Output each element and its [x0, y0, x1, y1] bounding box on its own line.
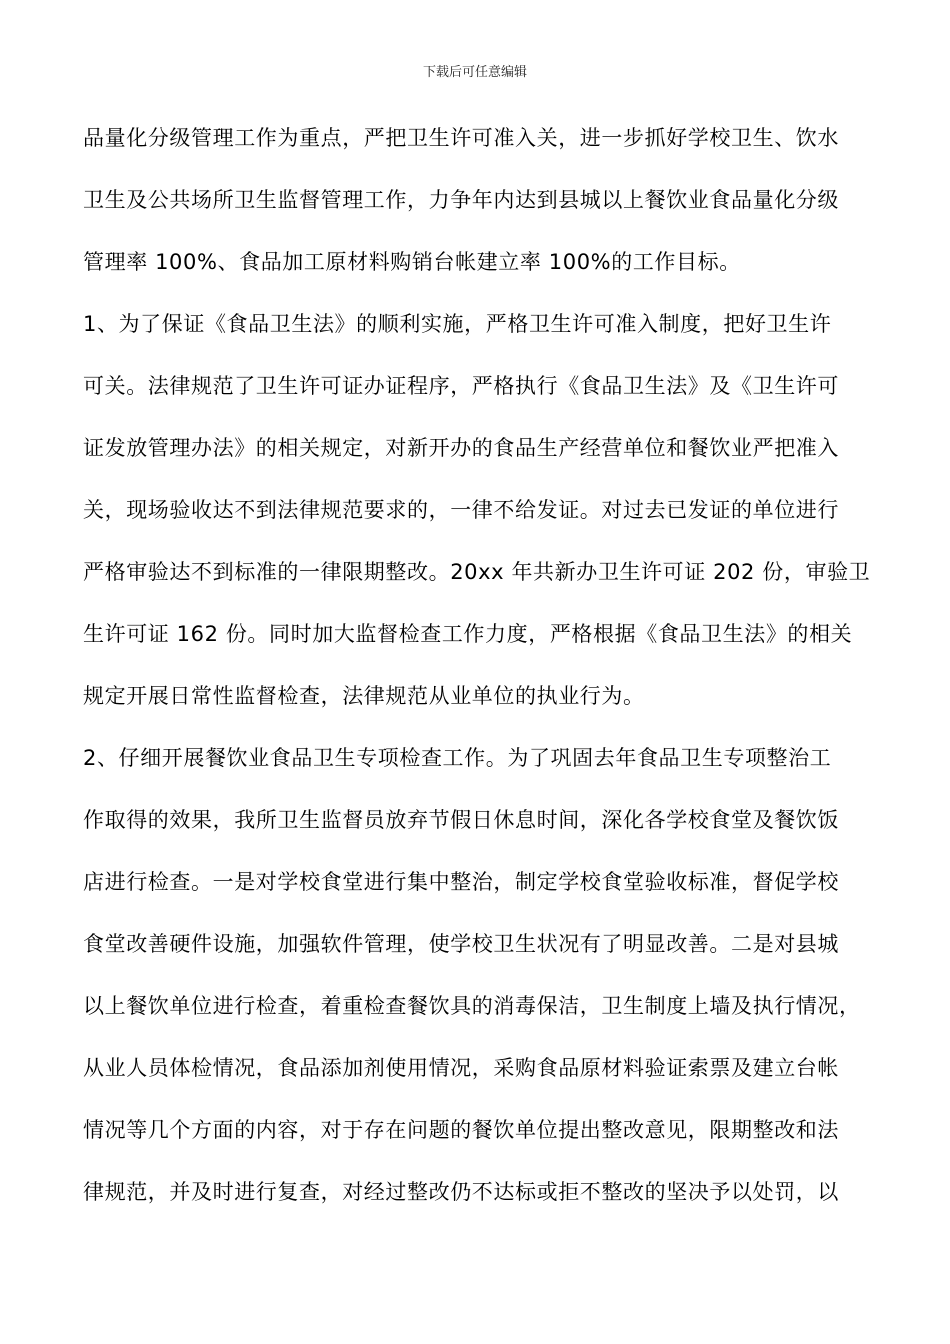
text-line: 律规范，并及时进行复查，对经过整改仍不达标或拒不整改的坚决予以处罚，以 — [83, 1180, 839, 1204]
text-line: 卫生及公共场所卫生监督管理工作，力争年内达到县城以上餐饮业食品量化分级 — [83, 188, 839, 212]
text-line: 情况等几个方面的内容，对于存在问题的餐饮单位提出整改意见，限期整改和法 — [83, 1118, 839, 1142]
text-line: 关，现场验收达不到法律规范要求的，一律不给发证。对过去已发证的单位进行 — [83, 498, 839, 522]
text-line: 品量化分级管理工作为重点，严把卫生许可准入关，进一步抓好学校卫生、饮水 — [83, 126, 839, 150]
page-header: 下载后可任意编辑 — [422, 65, 527, 80]
text-line: 生许可证 162 份。同时加大监督检查工作力度，严格根据《食品卫生法》的相关 — [83, 622, 853, 646]
text-line: 食堂改善硬件设施，加强软件管理，使学校卫生状况有了明显改善。二是对县城 — [83, 932, 839, 956]
text-line: 2、仔细开展餐饮业食品卫生专项检查工作。为了巩固去年食品卫生专项整治工 — [83, 746, 832, 770]
text-line: 以上餐饮单位进行检查，着重检查餐饮具的消毒保洁，卫生制度上墙及执行情况， — [83, 994, 861, 1018]
text-line: 证发放管理办法》的相关规定，对新开办的食品生产经营单位和餐饮业严把准入 — [83, 436, 839, 460]
text-line: 1、为了保证《食品卫生法》的顺利实施，严格卫生许可准入制度，把好卫生许 — [83, 312, 832, 336]
text-line: 作取得的效果，我所卫生监督员放弃节假日休息时间，深化各学校食堂及餐饮饭 — [83, 808, 839, 832]
text-line: 管理率 100%、食品加工原材料购销台帐建立率 100%的工作目标。 — [83, 250, 741, 274]
text-line: 严格审验达不到标准的一律限期整改。20xx 年共新办卫生许可证 202 份，审验卫 — [83, 560, 871, 584]
document-body — [83, 118, 883, 1234]
text-line: 店进行检查。一是对学校食堂进行集中整治，制定学校食堂验收标准，督促学校 — [83, 870, 839, 894]
text-line: 规定开展日常性监督检查，法律规范从业单位的执业行为。 — [83, 684, 645, 708]
text-line: 可关。法律规范了卫生许可证办证程序，严格执行《食品卫生法》及《卫生许可 — [83, 374, 839, 398]
text-line: 从业人员体检情况，食品添加剂使用情况，采购食品原材料验证索票及建立台帐 — [83, 1056, 839, 1080]
